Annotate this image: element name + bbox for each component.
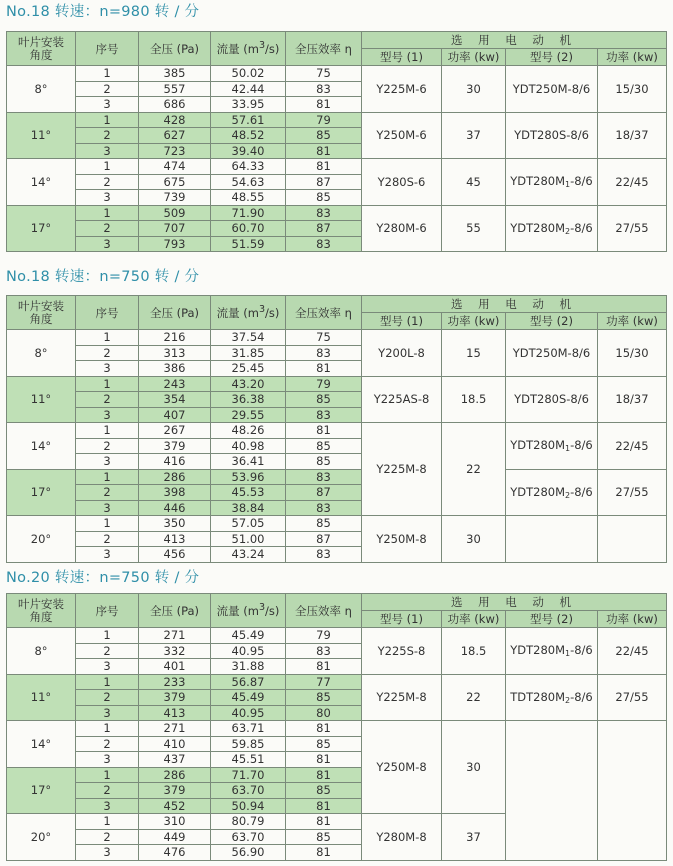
angle-cell: 8° <box>7 330 76 377</box>
efficiency-cell: 85 <box>286 516 362 532</box>
efficiency-cell: 83 <box>286 547 362 563</box>
no-cell: 2 <box>76 345 139 361</box>
power2-cell: 18/37 <box>598 376 667 423</box>
model1-cell: Y250M-6 <box>362 112 442 159</box>
efficiency-cell: 85 <box>286 128 362 144</box>
angle-cell: 20° <box>7 516 76 563</box>
section-title: No.18 转速：n=980 转 / 分 <box>6 4 200 20</box>
power1-cell: 18.5 <box>442 376 506 423</box>
power1-cell: 30 <box>442 66 506 113</box>
power1-cell: 45 <box>442 159 506 206</box>
flow-cell: 40.98 <box>211 438 286 454</box>
power1-cell: 37 <box>442 112 506 159</box>
header-model1: 型号 (1) <box>362 49 442 66</box>
power2-cell: 15/30 <box>598 330 667 377</box>
no-cell: 1 <box>76 628 139 644</box>
efficiency-cell: 81 <box>286 814 362 830</box>
efficiency-cell: 80 <box>286 705 362 721</box>
efficiency-cell: 83 <box>286 407 362 423</box>
no-cell: 2 <box>76 829 139 845</box>
efficiency-cell: 83 <box>286 469 362 485</box>
efficiency-cell: 81 <box>286 721 362 737</box>
angle-cell: 14° <box>7 159 76 206</box>
no-cell: 2 <box>76 392 139 408</box>
no-cell: 1 <box>76 516 139 532</box>
flow-cell: 59.85 <box>211 736 286 752</box>
no-cell: 2 <box>76 438 139 454</box>
angle-cell: 20° <box>7 814 76 861</box>
power2-cell: 22/45 <box>598 159 667 206</box>
angle-cell: 8° <box>7 66 76 113</box>
efficiency-cell: 85 <box>286 783 362 799</box>
header-flow: 流量 $(m^3/s)$ <box>211 594 286 628</box>
header-no: 序号 <box>76 296 139 330</box>
efficiency-cell: 81 <box>286 143 362 159</box>
pressure-cell: 449 <box>139 829 211 845</box>
header-model1: 型号 (1) <box>362 313 442 330</box>
power2-cell: 27/55 <box>598 205 667 252</box>
fan-spec-table <box>6 31 667 252</box>
model1-cell: Y225M-8 <box>362 423 442 516</box>
angle-cell: 11° <box>7 674 76 721</box>
no-cell: 2 <box>76 783 139 799</box>
efficiency-cell: 77 <box>286 674 362 690</box>
flow-cell: 45.53 <box>211 485 286 501</box>
header-angle: 叶片安装 角度 <box>7 296 76 330</box>
efficiency-cell: 81 <box>286 767 362 783</box>
model2-cell: $YDT280M_1-8/6$ <box>506 159 598 206</box>
efficiency-cell: 83 <box>286 345 362 361</box>
efficiency-cell: 81 <box>286 159 362 175</box>
flow-cell: 45.49 <box>211 690 286 706</box>
no-cell: 3 <box>76 845 139 861</box>
flow-cell: 40.95 <box>211 643 286 659</box>
pressure-cell: 410 <box>139 736 211 752</box>
power2-cell: 15/30 <box>598 66 667 113</box>
model2-cell: YDT250M-8/6 <box>506 330 598 377</box>
no-cell: 2 <box>76 174 139 190</box>
flow-cell: 43.24 <box>211 547 286 563</box>
flow-cell: 38.84 <box>211 500 286 516</box>
header-model2: 型号 (2) <box>506 313 598 330</box>
efficiency-cell: 81 <box>286 423 362 439</box>
model1-cell: Y250M-8 <box>362 516 442 563</box>
flow-cell: 39.40 <box>211 143 286 159</box>
pressure-cell: 474 <box>139 159 211 175</box>
no-cell: 3 <box>76 705 139 721</box>
pressure-cell: 413 <box>139 705 211 721</box>
power1-cell: 37 <box>442 814 506 861</box>
pressure-cell: 686 <box>139 97 211 113</box>
flow-cell: 48.26 <box>211 423 286 439</box>
power1-cell: 15 <box>442 330 506 377</box>
flow-cell: 51.00 <box>211 531 286 547</box>
flow-cell: 48.52 <box>211 128 286 144</box>
header-flow: 流量 $(m^3/s)$ <box>211 296 286 330</box>
power2-cell <box>598 516 667 563</box>
efficiency-cell: 85 <box>286 438 362 454</box>
angle-cell: 17° <box>7 767 76 814</box>
flow-cell: 36.38 <box>211 392 286 408</box>
section-title: No.20 转速：n=750 转 / 分 <box>6 570 200 586</box>
header-angle: 叶片安装 角度 <box>7 32 76 66</box>
pressure-cell: 413 <box>139 531 211 547</box>
pressure-cell: 476 <box>139 845 211 861</box>
no-cell: 1 <box>76 205 139 221</box>
header-efficiency: 全压效率 η <box>286 32 362 66</box>
no-cell: 1 <box>76 469 139 485</box>
model1-cell: Y225M-6 <box>362 66 442 113</box>
flow-cell: 64.33 <box>211 159 286 175</box>
no-cell: 3 <box>76 361 139 377</box>
pressure-cell: 313 <box>139 345 211 361</box>
power2-cell: 27/55 <box>598 469 667 516</box>
no-cell: 1 <box>76 66 139 82</box>
power1-cell: 22 <box>442 674 506 721</box>
pressure-cell: 332 <box>139 643 211 659</box>
efficiency-cell: 87 <box>286 174 362 190</box>
table-row <box>7 205 667 221</box>
flow-cell: 50.94 <box>211 798 286 814</box>
pressure-cell: 350 <box>139 516 211 532</box>
efficiency-cell: 85 <box>286 829 362 845</box>
table-row <box>7 330 667 346</box>
flow-cell: 36.41 <box>211 454 286 470</box>
pressure-cell: 385 <box>139 66 211 82</box>
model2-cell: $TDT280M_2-8/6$ <box>506 674 598 721</box>
header-power2: 功率 (kw) <box>598 49 667 66</box>
pressure-cell: 627 <box>139 128 211 144</box>
header-flow: 流量 $(m^3/s)$ <box>211 32 286 66</box>
pressure-cell: 271 <box>139 628 211 644</box>
flow-cell: 56.87 <box>211 674 286 690</box>
no-cell: 2 <box>76 531 139 547</box>
angle-cell: 14° <box>7 721 76 768</box>
pressure-cell: 675 <box>139 174 211 190</box>
angle-cell: 11° <box>7 376 76 423</box>
angle-cell: 14° <box>7 423 76 470</box>
model1-cell: Y280S-6 <box>362 159 442 206</box>
pressure-cell: 216 <box>139 330 211 346</box>
power1-cell: 30 <box>442 721 506 814</box>
section-title: No.18 转速：n=750 转 / 分 <box>6 269 200 285</box>
no-cell: 2 <box>76 736 139 752</box>
flow-cell: 45.51 <box>211 752 286 768</box>
table-row <box>7 469 667 485</box>
no-cell: 1 <box>76 330 139 346</box>
efficiency-cell: 85 <box>286 190 362 206</box>
header-no: 序号 <box>76 594 139 628</box>
table-row <box>7 112 667 128</box>
flow-cell: 71.90 <box>211 205 286 221</box>
table-row <box>7 516 667 532</box>
angle-cell: 17° <box>7 469 76 516</box>
model1-cell: Y280M-6 <box>362 205 442 252</box>
no-cell: 2 <box>76 128 139 144</box>
pressure-cell: 386 <box>139 361 211 377</box>
power2-cell: 27/55 <box>598 674 667 721</box>
pressure-cell: 452 <box>139 798 211 814</box>
efficiency-cell: 75 <box>286 330 362 346</box>
table-row <box>7 66 667 82</box>
table-row <box>7 721 667 737</box>
header-power2: 功率 (kw) <box>598 313 667 330</box>
pressure-cell: 267 <box>139 423 211 439</box>
efficiency-cell: 85 <box>286 392 362 408</box>
no-cell: 1 <box>76 674 139 690</box>
pressure-cell: 354 <box>139 392 211 408</box>
flow-cell: 56.90 <box>211 845 286 861</box>
pressure-cell: 416 <box>139 454 211 470</box>
pressure-cell: 723 <box>139 143 211 159</box>
no-cell: 3 <box>76 798 139 814</box>
flow-cell: 48.55 <box>211 190 286 206</box>
model1-cell: Y250M-8 <box>362 721 442 814</box>
angle-cell: 17° <box>7 205 76 252</box>
model2-cell: YDT280S-8/6 <box>506 112 598 159</box>
flow-cell: 51.59 <box>211 236 286 252</box>
flow-cell: 71.70 <box>211 767 286 783</box>
pressure-cell: 557 <box>139 81 211 97</box>
model1-cell: Y225M-8 <box>362 674 442 721</box>
efficiency-cell: 81 <box>286 659 362 675</box>
no-cell: 3 <box>76 500 139 516</box>
pressure-cell: 379 <box>139 438 211 454</box>
flow-cell: 25.45 <box>211 361 286 377</box>
efficiency-cell: 87 <box>286 221 362 237</box>
no-cell: 3 <box>76 752 139 768</box>
pressure-cell: 707 <box>139 221 211 237</box>
header-motor: 选 用 电 动 机 <box>362 32 667 49</box>
no-cell: 1 <box>76 767 139 783</box>
power2-cell <box>598 721 667 861</box>
flow-cell: 60.70 <box>211 221 286 237</box>
header-power1: 功率 (kw) <box>442 313 506 330</box>
model2-cell: YDT250M-8/6 <box>506 66 598 113</box>
fan-spec-table <box>6 295 667 563</box>
pressure-cell: 437 <box>139 752 211 768</box>
no-cell: 3 <box>76 236 139 252</box>
power2-cell: 18/37 <box>598 112 667 159</box>
flow-cell: 53.96 <box>211 469 286 485</box>
efficiency-cell: 81 <box>286 97 362 113</box>
efficiency-cell: 83 <box>286 205 362 221</box>
header-pressure: 全压 (Pa) <box>139 32 211 66</box>
pressure-cell: 379 <box>139 783 211 799</box>
flow-cell: 31.85 <box>211 345 286 361</box>
pressure-cell: 271 <box>139 721 211 737</box>
fan-spec-table <box>6 593 667 861</box>
no-cell: 3 <box>76 454 139 470</box>
pressure-cell: 398 <box>139 485 211 501</box>
power1-cell: 18.5 <box>442 628 506 675</box>
header-model2: 型号 (2) <box>506 611 598 628</box>
no-cell: 3 <box>76 407 139 423</box>
efficiency-cell: 85 <box>286 736 362 752</box>
header-pressure: 全压 (Pa) <box>139 296 211 330</box>
flow-cell: 80.79 <box>211 814 286 830</box>
no-cell: 3 <box>76 143 139 159</box>
model2-cell: $YDT280M_2-8/6$ <box>506 205 598 252</box>
header-motor: 选 用 电 动 机 <box>362 296 667 313</box>
efficiency-cell: 81 <box>286 798 362 814</box>
no-cell: 3 <box>76 190 139 206</box>
angle-cell: 8° <box>7 628 76 675</box>
no-cell: 1 <box>76 159 139 175</box>
pressure-cell: 243 <box>139 376 211 392</box>
pressure-cell: 286 <box>139 767 211 783</box>
pressure-cell: 456 <box>139 547 211 563</box>
flow-cell: 37.54 <box>211 330 286 346</box>
no-cell: 1 <box>76 112 139 128</box>
no-cell: 3 <box>76 547 139 563</box>
table-row <box>7 159 667 175</box>
no-cell: 2 <box>76 485 139 501</box>
pressure-cell: 379 <box>139 690 211 706</box>
pressure-cell: 509 <box>139 205 211 221</box>
flow-cell: 57.05 <box>211 516 286 532</box>
pressure-cell: 286 <box>139 469 211 485</box>
efficiency-cell: 79 <box>286 628 362 644</box>
no-cell: 1 <box>76 814 139 830</box>
angle-cell: 11° <box>7 112 76 159</box>
model2-cell <box>506 721 598 861</box>
table-row <box>7 423 667 439</box>
flow-cell: 63.70 <box>211 829 286 845</box>
model1-cell: Y280M-8 <box>362 814 442 861</box>
header-efficiency: 全压效率 η <box>286 594 362 628</box>
flow-cell: 57.61 <box>211 112 286 128</box>
pressure-cell: 793 <box>139 236 211 252</box>
efficiency-cell: 87 <box>286 531 362 547</box>
efficiency-cell: 81 <box>286 361 362 377</box>
header-pressure: 全压 (Pa) <box>139 594 211 628</box>
table-row <box>7 674 667 690</box>
header-power2: 功率 (kw) <box>598 611 667 628</box>
pressure-cell: 233 <box>139 674 211 690</box>
no-cell: 1 <box>76 423 139 439</box>
no-cell: 3 <box>76 97 139 113</box>
pressure-cell: 407 <box>139 407 211 423</box>
power1-cell: 22 <box>442 423 506 516</box>
no-cell: 1 <box>76 376 139 392</box>
header-motor: 选 用 电 动 机 <box>362 594 667 611</box>
model1-cell: Y225AS-8 <box>362 376 442 423</box>
efficiency-cell: 85 <box>286 690 362 706</box>
efficiency-cell: 83 <box>286 236 362 252</box>
header-angle: 叶片安装 角度 <box>7 594 76 628</box>
power2-cell: 22/45 <box>598 423 667 470</box>
header-model1: 型号 (1) <box>362 611 442 628</box>
model2-cell: $YDT280M_2-8/6$ <box>506 469 598 516</box>
model2-cell <box>506 516 598 563</box>
flow-cell: 40.95 <box>211 705 286 721</box>
flow-cell: 43.20 <box>211 376 286 392</box>
pressure-cell: 428 <box>139 112 211 128</box>
flow-cell: 54.63 <box>211 174 286 190</box>
efficiency-cell: 83 <box>286 81 362 97</box>
flow-cell: 63.71 <box>211 721 286 737</box>
model2-cell: $YDT280M_1-8/6$ <box>506 628 598 675</box>
no-cell: 2 <box>76 221 139 237</box>
flow-cell: 45.49 <box>211 628 286 644</box>
pressure-cell: 446 <box>139 500 211 516</box>
efficiency-cell: 79 <box>286 376 362 392</box>
table-row <box>7 628 667 644</box>
efficiency-cell: 83 <box>286 643 362 659</box>
header-power1: 功率 (kw) <box>442 49 506 66</box>
efficiency-cell: 87 <box>286 485 362 501</box>
no-cell: 2 <box>76 690 139 706</box>
flow-cell: 31.88 <box>211 659 286 675</box>
efficiency-cell: 75 <box>286 66 362 82</box>
efficiency-cell: 85 <box>286 454 362 470</box>
flow-cell: 50.02 <box>211 66 286 82</box>
pressure-cell: 310 <box>139 814 211 830</box>
model1-cell: Y200L-8 <box>362 330 442 377</box>
header-model2: 型号 (2) <box>506 49 598 66</box>
header-no: 序号 <box>76 32 139 66</box>
flow-cell: 29.55 <box>211 407 286 423</box>
power1-cell: 55 <box>442 205 506 252</box>
pressure-cell: 739 <box>139 190 211 206</box>
no-cell: 2 <box>76 643 139 659</box>
table-row <box>7 376 667 392</box>
no-cell: 2 <box>76 81 139 97</box>
efficiency-cell: 83 <box>286 500 362 516</box>
flow-cell: 63.70 <box>211 783 286 799</box>
header-efficiency: 全压效率 η <box>286 296 362 330</box>
no-cell: 3 <box>76 659 139 675</box>
efficiency-cell: 81 <box>286 845 362 861</box>
flow-cell: 42.44 <box>211 81 286 97</box>
model2-cell: YDT280S-8/6 <box>506 376 598 423</box>
header-power1: 功率 (kw) <box>442 611 506 628</box>
no-cell: 1 <box>76 721 139 737</box>
efficiency-cell: 81 <box>286 752 362 768</box>
model1-cell: Y225S-8 <box>362 628 442 675</box>
power1-cell: 30 <box>442 516 506 563</box>
power2-cell: 22/45 <box>598 628 667 675</box>
flow-cell: 33.95 <box>211 97 286 113</box>
efficiency-cell: 79 <box>286 112 362 128</box>
model2-cell: $YDT280M_1-8/6$ <box>506 423 598 470</box>
pressure-cell: 401 <box>139 659 211 675</box>
